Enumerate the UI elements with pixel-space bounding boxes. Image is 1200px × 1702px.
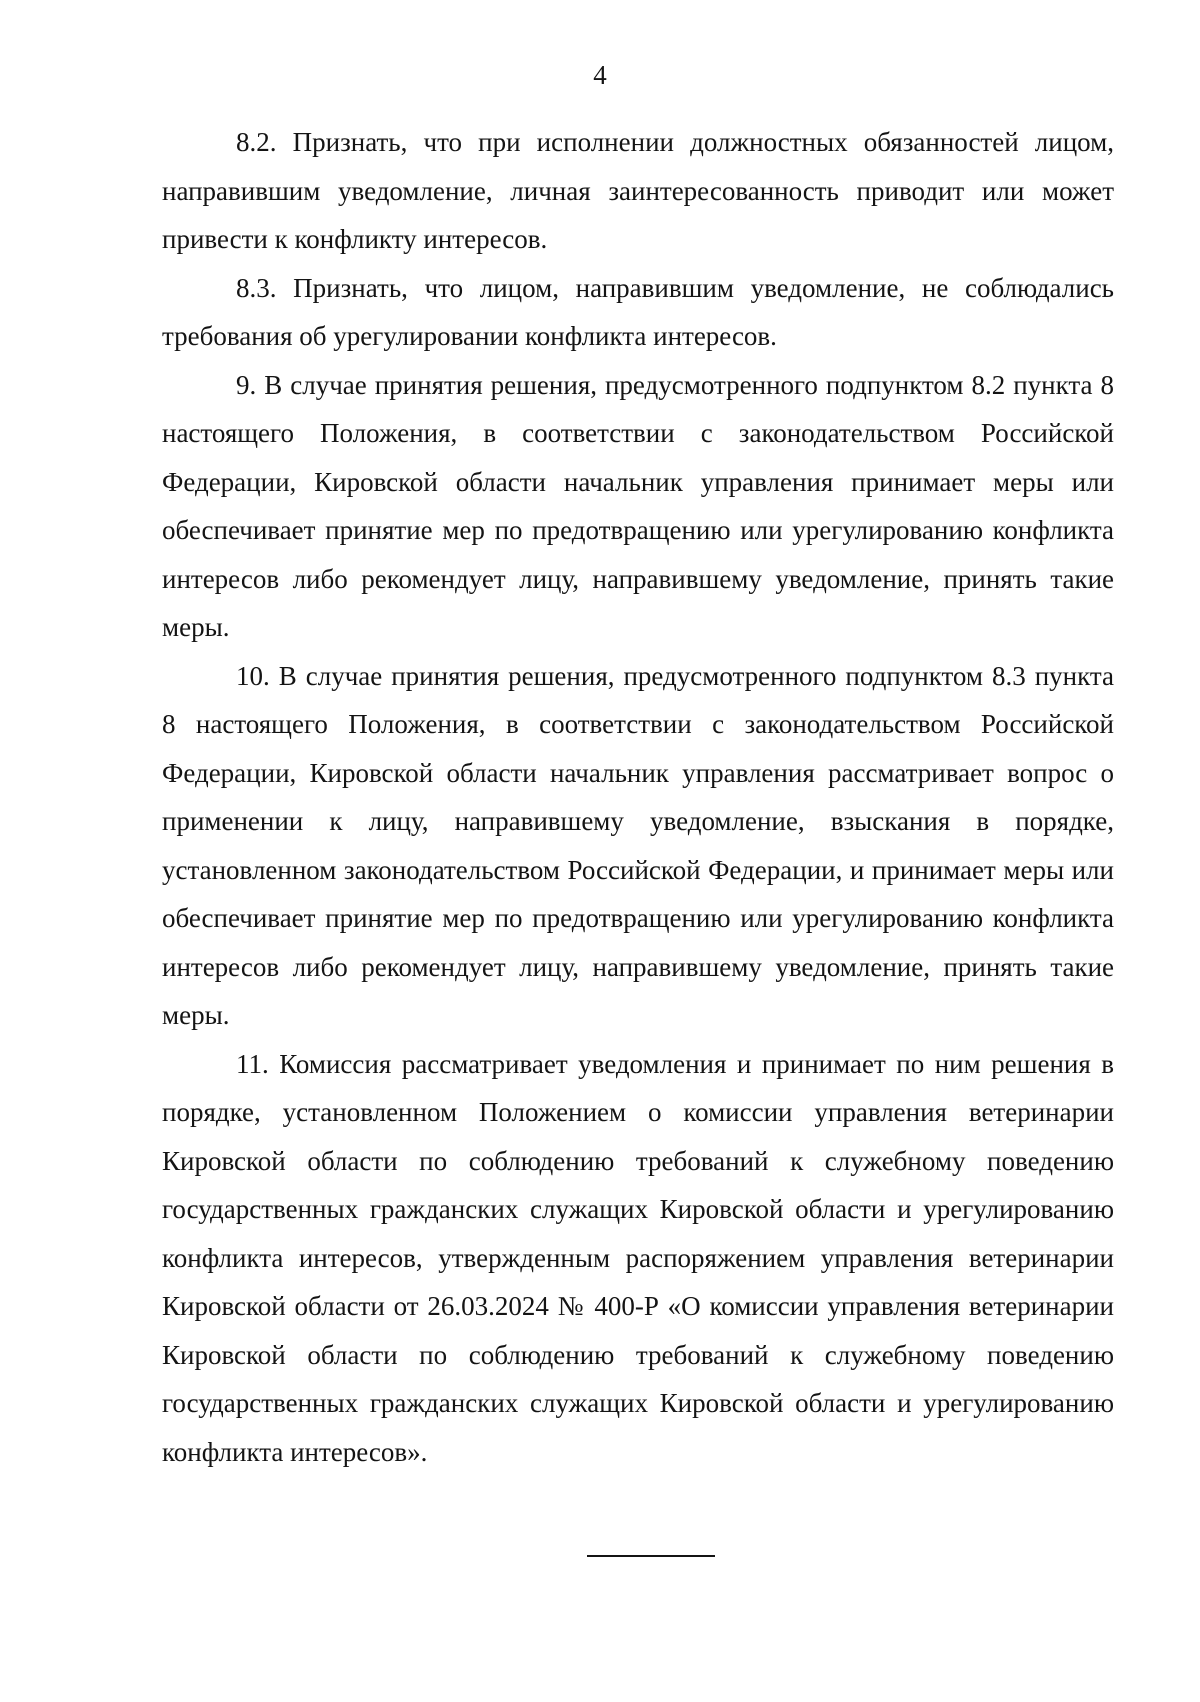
paragraph-11: 11. Комиссия рассматривает уведомления и принимает по ним решения в порядке, установленном Положением о комиссии управления ветеринарии Кировской области по соблюдению требований к служебному поведению государственных гражданских служащих Кировской области и урегулированию конфликта интересов, утвержденным распоряжением управления ветеринарии Кировской области от 26.03.2024 № 400-Р «О комиссии управления ветеринарии Кировской области по соблюдению требований к служебному поведению государственных гражданских служащих Кировской области и урегулированию конфликта интересов». <box>162 1048 1114 1467</box>
end-rule <box>587 1555 715 1557</box>
paragraph-10: 10. В случае принятия решения, предусмотренного подпунктом 8.3 пункта 8 настоящего Положения, в соответствии с законодательством Российской Федерации, Кировской области начальник управления рассматривает вопрос о применении к лицу, направившему уведомление, взыскания в порядке, установленном законодательством Российской Федерации, и принимает меры или обеспечивает принятие мер по предотвращению или урегулированию конфликта интересов либо рекомендует лицу, направившему уведомление, принять такие меры. <box>162 660 1114 1030</box>
paragraph-8-2: 8.2. Признать, что при исполнении должностных обязанностей лицом, направившим уведомление, личная заинтересованность приводит или может привести к конфликту интересов. <box>162 127 1114 254</box>
paragraph-9: 9. В случае принятия решения, предусмотренного подпунктом 8.2 пункта 8 настоящего Положения, в соответствии с законодательством Российской Федерации, Кировской области начальник управления принимает меры или обеспечивает принятие мер по предотвращению или урегулированию конфликта интересов либо рекомендует лицу, направившему уведомление, принять такие меры. <box>162 369 1114 642</box>
paragraph-8-3: 8.3. Признать, что лицом, направившим уведомление, не соблюдались требования об урегулировании конфликта интересов. <box>162 272 1114 351</box>
document-body <box>162 118 1114 1476</box>
page-number: 4 <box>593 60 607 90</box>
